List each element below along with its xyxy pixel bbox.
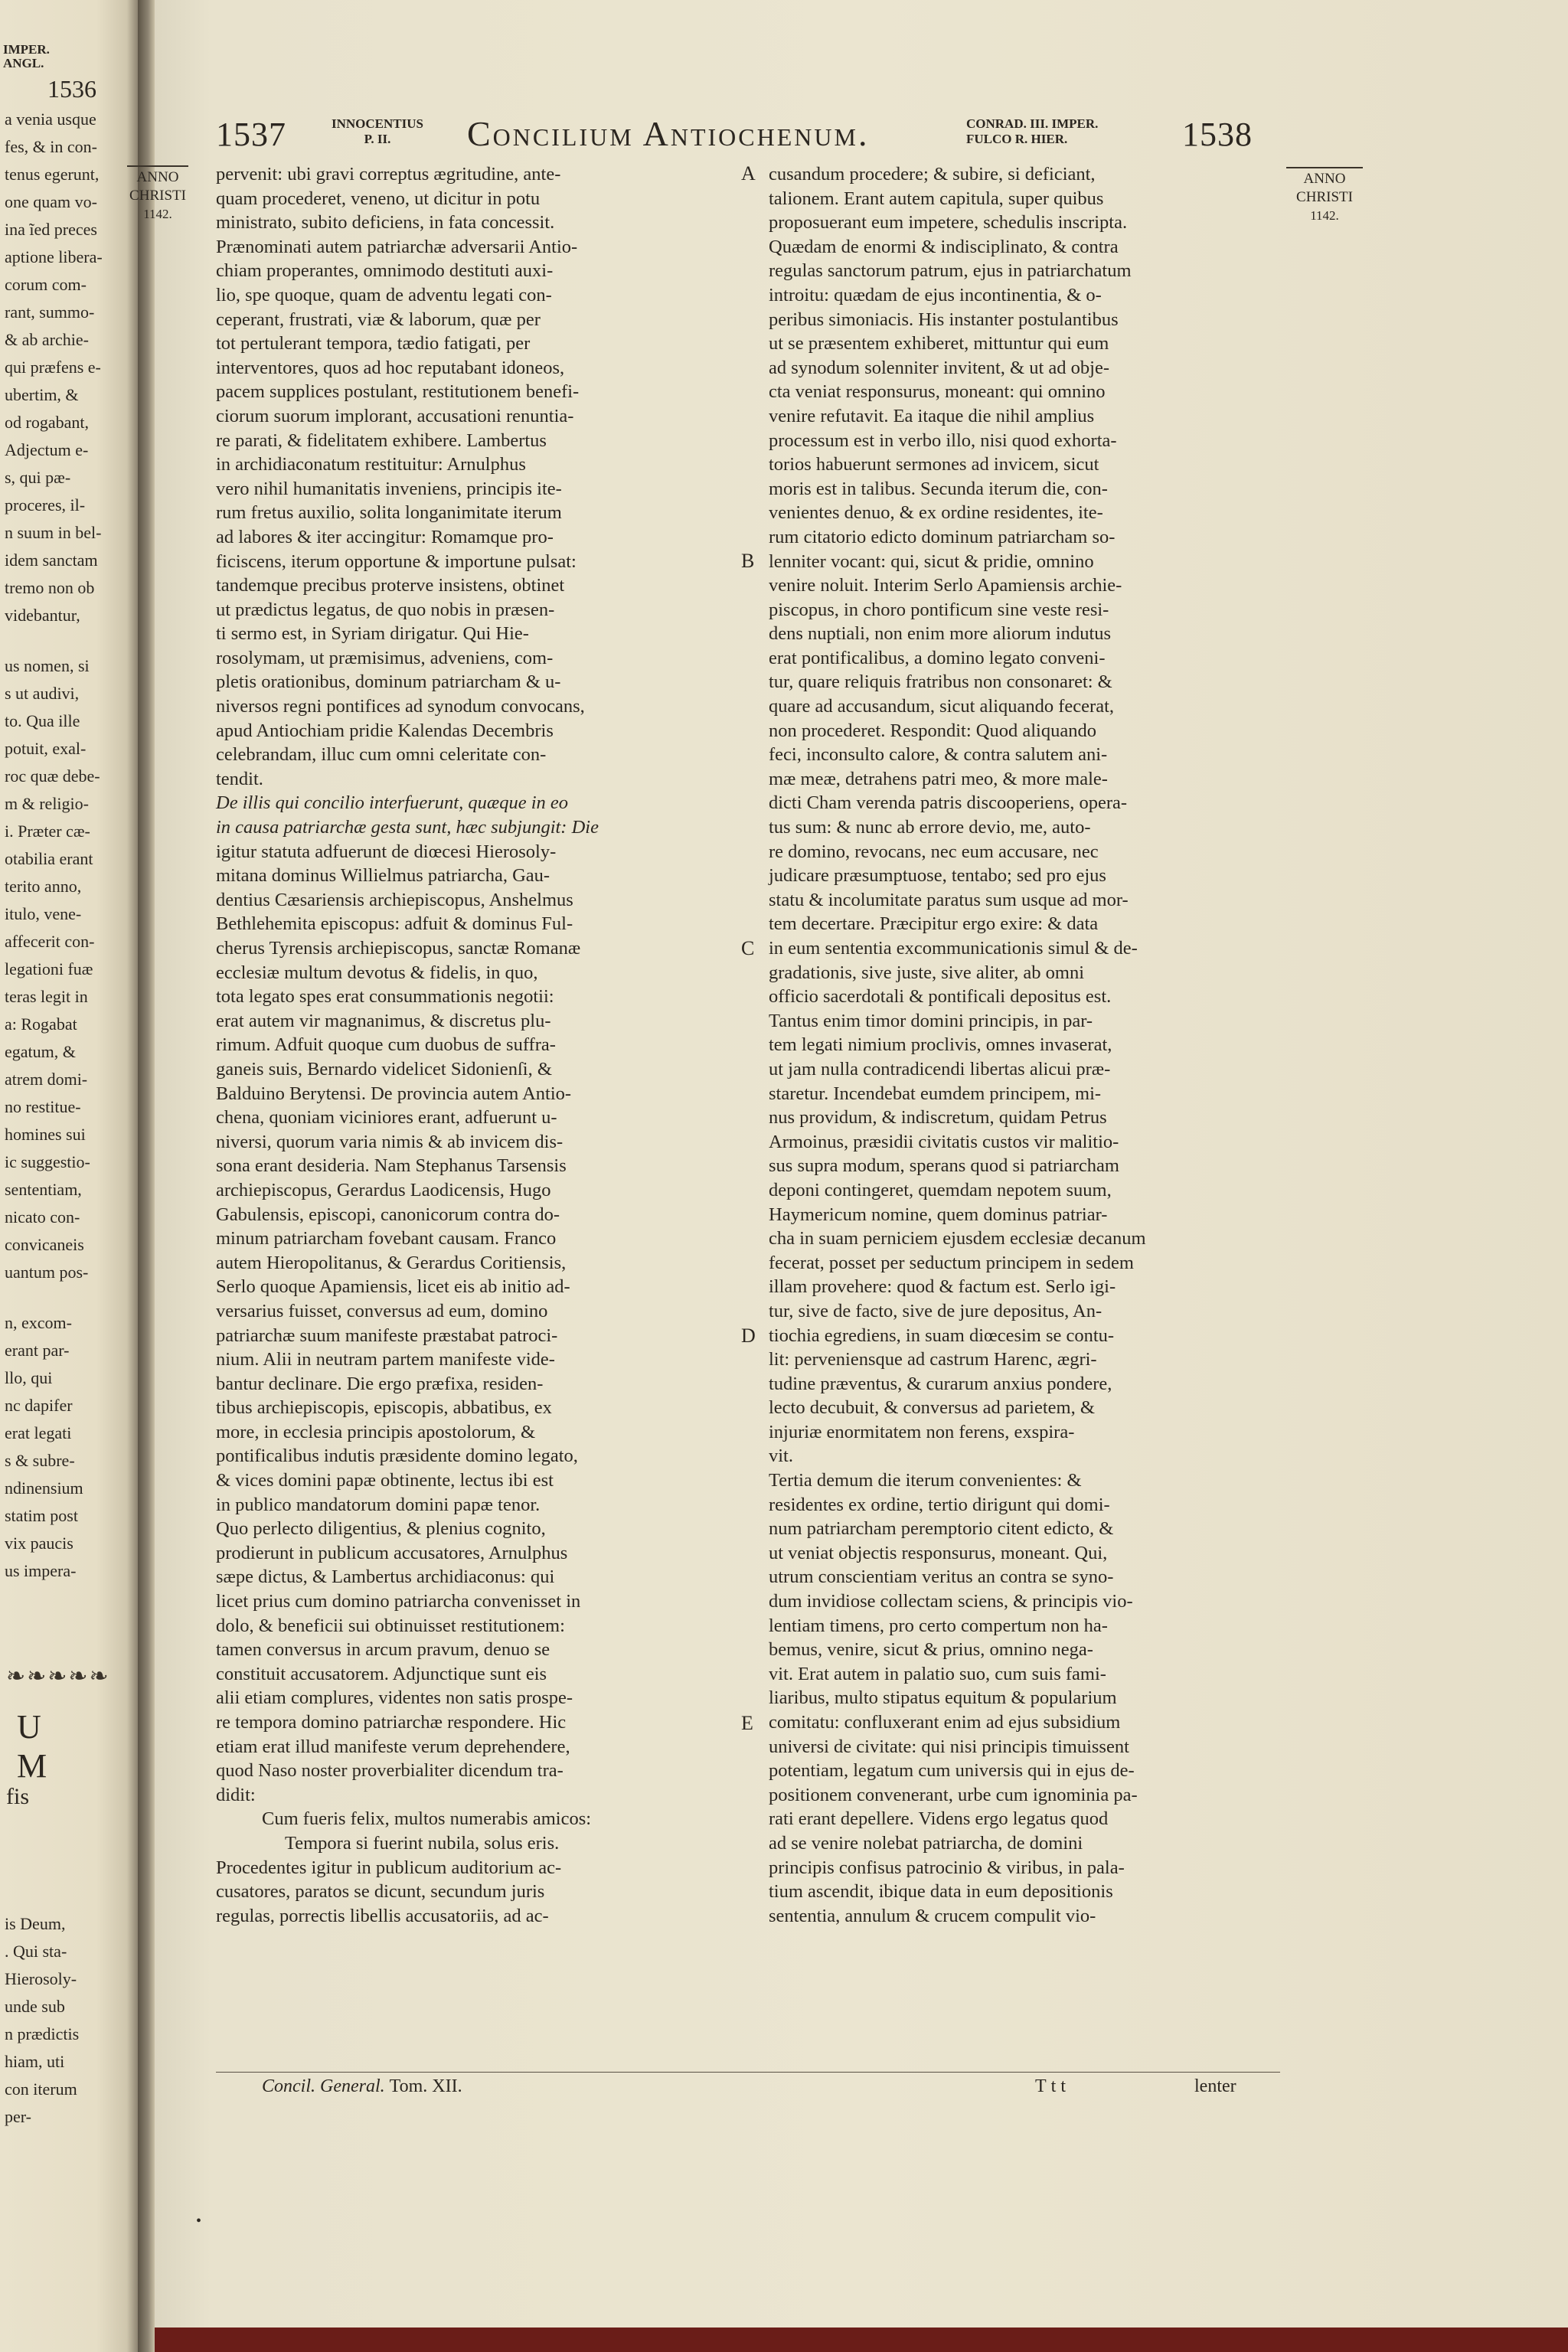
text-line: minum patriarcham fovebant causam. Franco	[216, 1228, 557, 1250]
text-line: patriarchæ suum manifeste præstabat patroci-	[216, 1325, 558, 1346]
text-line: unde sub	[5, 1997, 65, 2016]
text-line: alii etiam complures, videntes non satis prospe-	[216, 1687, 573, 1709]
left-text-column	[216, 162, 737, 1928]
text-line: cusatores, paratos se dicunt, secundum juris	[216, 1881, 545, 1903]
text-line: n prædictis	[5, 2024, 80, 2043]
text-line: quod Naso noster proverbialiter dicendum tra-	[216, 1760, 564, 1782]
text-line: Tertia demum die iterum convenientes: &	[769, 1470, 1082, 1491]
book-binding-edge	[155, 2328, 1568, 2352]
text-line: Quo perlecto diligentius, & plenius cognito,	[216, 1518, 546, 1540]
text-line: vero nihil humanitatis inveniens, principis ite-	[216, 478, 562, 499]
text-line: erat legati	[5, 1423, 72, 1442]
text-line: Serlo quoque Apamiensis, licet eis ab initio ad-	[216, 1276, 570, 1298]
text-line: tremo non ob	[5, 578, 95, 597]
text-line: dolo, & beneficii sui obtinuisset restitutionem:	[216, 1615, 565, 1636]
left-page-number: 1537	[216, 116, 286, 153]
text-line: bemus, venire, sicut & prius, omnino nega-	[769, 1639, 1093, 1661]
text-line: homines sui	[5, 1125, 86, 1144]
text-line: rimum. Adfuit quoque cum duobus de suffra-	[216, 1034, 556, 1056]
text-line: Haymericum nomine, quem dominus patriar-	[769, 1204, 1108, 1225]
text-line: in causa patriarchæ gesta sunt, hæc subjungit: Die	[216, 817, 599, 838]
text-line: ad synodum solenniter invitent, & ut ad obje-	[769, 357, 1110, 378]
text-line: De illis qui concilio interfuerunt, quæque in eo	[216, 792, 568, 814]
text-line: a venia usque	[5, 109, 96, 129]
text-line: tudine præventus, & curarum anxius pondere,	[769, 1373, 1112, 1394]
text-line: fes, & in con-	[5, 137, 97, 156]
text-line: ministrato, subito deficiens, in fata concessit.	[216, 212, 555, 234]
text-line: mæ meæ, detrahens patri meo, & more male-	[769, 768, 1108, 789]
text-line: dens nuptiali, non enim more aliorum indutus	[769, 623, 1112, 645]
text-line: uantum pos-	[5, 1263, 89, 1282]
margin-year-note-left	[127, 165, 188, 224]
text-line: tandemque precibus proterve insistens, obtinet	[216, 575, 565, 596]
text-line: quare ad accusandum, sicut aliquando fecerat,	[769, 696, 1115, 717]
text-line: tendit.	[216, 768, 263, 789]
text-line: con iterum	[5, 2079, 77, 2099]
text-line: cusandum procedere; & subire, si deficiant,	[769, 164, 1096, 185]
text-line: statim post	[5, 1506, 78, 1525]
text-line: potuit, exal-	[5, 739, 87, 758]
text-line: nus providum, & indiscretum, quidam Petrus	[769, 1107, 1107, 1129]
text-line: proceres, il-	[5, 495, 86, 514]
pope-number: P. II.	[364, 132, 391, 146]
text-line: torios habuerunt sermones ad invicem, sicut	[769, 454, 1099, 475]
text-line: hiam, uti	[5, 2052, 65, 2071]
facing-page-text	[5, 106, 135, 1585]
text-line: lio, spe quoque, quam de adventu legati con-	[216, 284, 552, 305]
text-line: utrum conscientiam veritus an contra se syno-	[769, 1566, 1114, 1588]
text-line: lit: perveniensque ad castrum Harenc, ægri-	[769, 1349, 1097, 1370]
text-line: Adjectum e-	[5, 440, 89, 459]
text-line: cha in suam perniciem ejusdem ecclesiæ decanum	[769, 1228, 1146, 1250]
text-line: in eum sententia excommunicationis simul & de-	[769, 938, 1138, 959]
text-line: in archidiaconatum restituitur: Arnulphus	[216, 454, 526, 475]
pope-header	[320, 116, 435, 147]
text-line: bantur declinare. Die ergo præfixa, residen-	[216, 1373, 544, 1394]
section-letter-e: E	[741, 1712, 753, 1734]
right-text-column	[769, 162, 1282, 1928]
text-line: versarius fuisset, conversus ad eum, domino	[216, 1300, 548, 1321]
text-line: terito anno,	[5, 877, 82, 896]
margin-year: 1142.	[1310, 208, 1339, 223]
text-line: prodierunt in publicum accusatores, Arnulphus	[216, 1542, 568, 1563]
text-line: deponi contingeret, quemdam nepotem suum,	[769, 1179, 1112, 1200]
text-line: lecto decubuit, & conversus ad parietem, &	[769, 1397, 1095, 1419]
text-line: ut se præsentem exhiberet, mittuntur qui eum	[769, 333, 1109, 354]
text-line: etiam erat illud manifeste verum deprehendere,	[216, 1736, 570, 1757]
text-line: erant par-	[5, 1341, 70, 1360]
margin-anno: ANNO	[136, 169, 179, 185]
text-line: ganeis suis, Bernardo videlicet Sidonienſi, &	[216, 1058, 552, 1080]
text-line: us impera-	[5, 1561, 77, 1580]
text-line: feci, inconsulto calore, & contra salutem ani-	[769, 744, 1108, 766]
text-line: rosolymam, ut præmisimus, adveniens, com-	[216, 647, 554, 668]
text-line: Bethlehemita episcopus: adfuit & dominus Ful-	[216, 913, 573, 935]
text-line: vit. Erat autem in palatio suo, cum suis fami-	[769, 1663, 1106, 1684]
text-line: roc quæ debe-	[5, 766, 100, 786]
text-line: introitu: quædam de ejus incontinentia, & o-	[769, 284, 1102, 305]
text-line: staretur. Incendebat eumdem principem, mi-	[769, 1083, 1102, 1104]
text-line: Gabulensis, episcopi, canonicorum contra do-	[216, 1204, 560, 1225]
text-line: peribus simoniacis. His instanter postulantibus	[769, 309, 1119, 330]
page-speck: •	[196, 2213, 202, 2230]
text-line: erat pontificalibus, a domino legato conveni-	[769, 647, 1106, 668]
text-line: igitur statuta adfuerunt de diœcesi Hierosoly-	[216, 841, 557, 862]
text-line: residentes ex ordine, tertio dirigunt qui domi-	[769, 1494, 1110, 1515]
text-line: otabilia erant	[5, 849, 93, 868]
margin-christi: CHRISTI	[129, 188, 186, 204]
footer-rule	[216, 2072, 1280, 2073]
text-line: egatum, &	[5, 1042, 76, 1061]
text-line: talionem. Erant autem capitula, super quibus	[769, 188, 1104, 209]
right-page-number: 1538	[1182, 116, 1253, 153]
text-line: ut veniat objectis responsurus, moneant. Qui,	[769, 1542, 1108, 1563]
text-line: od rogabant,	[5, 413, 89, 432]
text-line: venientes denuo, & ex ordine residentes, ite-	[769, 502, 1103, 524]
text-line: Tantus enim timor domini principis, in par-	[769, 1010, 1093, 1031]
text-line: sæpe dictus, & Lambertus archidiaconus: qui	[216, 1566, 555, 1588]
margin-christi: CHRISTI	[1296, 189, 1353, 205]
facing-title-fragment: U M	[17, 1708, 69, 1785]
text-line: tus sum: & nunc ab errore devio, me, auto-	[769, 817, 1091, 838]
text-line: ad se venire nolebat patriarcha, de domini	[769, 1832, 1083, 1854]
text-line: tur, quare reliquis fratribus non consonaret: &	[769, 671, 1112, 693]
text-line: lentiam timens, pro certo compertum non ha-	[769, 1615, 1108, 1636]
volume-tome: Tom. XII.	[389, 2076, 462, 2096]
text-line: regulas, porrectis libellis accusatoriis, ad ac-	[216, 1905, 549, 1926]
text-line: affecerit con-	[5, 932, 95, 951]
text-line: Hierosoly-	[5, 1969, 77, 1988]
text-line: atrem domi-	[5, 1070, 88, 1089]
text-line: tibus archiepiscopis, episcopis, abbatibus, ex	[216, 1397, 552, 1419]
text-line: a: Rogabat	[5, 1014, 77, 1034]
text-line: processum est in verbo illo, nisi quod exhorta-	[769, 430, 1117, 451]
text-line: re domino, revocans, nec eum accusare, nec	[769, 841, 1099, 862]
text-line: aptione libera-	[5, 247, 103, 266]
text-line: comitatu: confluxerant enim ad ejus subsidium	[769, 1712, 1121, 1733]
facing-page-header	[3, 42, 126, 103]
volume-title: Concil. General.	[262, 2076, 385, 2096]
text-line: didit:	[216, 1784, 256, 1805]
text-line: rati erant depellere. Videns ergo legatus quod	[769, 1808, 1109, 1830]
text-line: injuriæ enormitatem non ferens, exspira-	[769, 1421, 1075, 1442]
text-line: sententiam,	[5, 1180, 82, 1199]
text-line: dum invidiose collectam sciens, & principis vio-	[769, 1591, 1133, 1612]
pope-name: INNOCENTIUS	[332, 116, 423, 131]
facing-header-line-1: IMPER.	[3, 42, 50, 57]
catchword: lenter	[1194, 2076, 1236, 2096]
text-line: re tempora domino patriarchæ respondere. Hic	[216, 1712, 567, 1733]
text-line	[5, 629, 135, 652]
text-line: fecerat, posset per seductum principem in sedem	[769, 1252, 1134, 1273]
text-line: idem sanctam	[5, 550, 98, 570]
ornament-band: ❧❧❧❧❧	[6, 1664, 110, 1689]
text-line: positionem convenerant, urbe cum ignominia pa-	[769, 1784, 1138, 1805]
section-letter-b: B	[741, 550, 755, 572]
text-line: Cum fueris felix, multos numerabis amicos:	[262, 1808, 592, 1830]
section-letter-a: A	[741, 162, 756, 185]
section-letter-d: D	[741, 1325, 756, 1347]
text-line: tem decertare. Præcipitur ergo exire: & data	[769, 913, 1099, 935]
text-line	[5, 1286, 135, 1309]
text-line: Procedentes igitur in publicum auditorium ac-	[216, 1857, 562, 1878]
text-line: in publico mandatorum domini papæ tenor.	[216, 1494, 541, 1515]
text-line: illam provehere: quod & factum est. Serlo igi-	[769, 1276, 1116, 1298]
text-line: legationi fuæ	[5, 959, 93, 978]
text-line: nicato con-	[5, 1207, 80, 1227]
text-line: ubertim, &	[5, 385, 79, 404]
text-line: one quam vo-	[5, 192, 97, 211]
text-line: is Deum,	[5, 1914, 66, 1933]
text-line: venire noluit. Interim Serlo Apamiensis archie-	[769, 575, 1122, 596]
text-line: re parati, & fidelitatem exhibere. Lambertus	[216, 430, 547, 451]
margin-anno: ANNO	[1303, 171, 1346, 187]
text-line: n, excom-	[5, 1313, 72, 1332]
running-title: Concilium Antiochenum.	[467, 114, 870, 153]
text-line: rum fretus auxilio, solita longanimitate iterum	[216, 502, 562, 524]
text-line: ceperant, frustrati, viæ & laborum, quæ per	[216, 309, 541, 330]
text-line: non procederet. Respondit: Quod aliquando	[769, 720, 1096, 741]
margin-rule	[127, 165, 188, 167]
text-line: tem legati nimium proclivis, omnes invaserat,	[769, 1034, 1112, 1056]
text-line: sus supra modum, sperans quod si patriarcham	[769, 1155, 1119, 1177]
text-line: tium ascendit, ibique data in eum depositionis	[769, 1881, 1113, 1903]
text-line: ut prædictus legatus, de quo nobis in præsen-	[216, 599, 555, 620]
section-letter-c: C	[741, 937, 755, 959]
text-line: licet prius cum domino patriarcha convenisset in	[216, 1591, 581, 1612]
text-line: rum citatorio edicto dominum patriarcham so-	[769, 526, 1116, 547]
text-line: us nomen, si	[5, 656, 90, 675]
text-line: ndinensium	[5, 1478, 83, 1498]
signature-mark: Ttt	[1035, 2076, 1070, 2096]
text-line: constituit accusatorem. Adjunctique sunt eis	[216, 1663, 547, 1684]
text-line: niversi, quorum varia nimis & ab invicem dis-	[216, 1131, 564, 1152]
text-line: llo, qui	[5, 1368, 53, 1387]
text-line: Armoinus, præsidii civitatis custos vir malitio-	[769, 1131, 1119, 1152]
text-line: s & subre-	[5, 1451, 75, 1470]
text-line: n suum in bel-	[5, 523, 102, 542]
text-line: proposuerant eum impetere, schedulis inscripta.	[769, 212, 1128, 234]
text-line: itulo, vene-	[5, 904, 82, 923]
text-line: sententia, annulum & crucem compulit vio-	[769, 1905, 1096, 1926]
volume-footer	[262, 2076, 462, 2097]
text-line: lenniter vocant: qui, sicut & pridie, omnino	[769, 550, 1094, 572]
text-line: gradationis, sive juste, sive aliter, ab omni	[769, 962, 1085, 983]
text-line: corum com-	[5, 275, 87, 294]
text-line: s ut audivi,	[5, 684, 80, 703]
text-line: potentiam, legatum cum universis qui in ejus de-	[769, 1760, 1135, 1782]
text-line: per-	[5, 2107, 31, 2126]
text-line: ic suggestio-	[5, 1152, 90, 1171]
margin-rule	[1286, 167, 1363, 168]
margin-year-note-right	[1286, 167, 1363, 225]
text-line: ad labores & iter accingitur: Romamque pro-	[216, 526, 554, 547]
text-line: ut jam nulla contradicendi libertas alicui præ-	[769, 1058, 1111, 1080]
text-line: rant, summo-	[5, 302, 95, 322]
text-line: i. Præter cæ-	[5, 822, 90, 841]
text-line: principis confisus patrocinio & viribus, in pala-	[769, 1857, 1125, 1878]
text-line: cta veniat responsurus, moneant: qui omnino	[769, 381, 1106, 403]
facing-page-lower-text	[5, 1910, 135, 2131]
text-line: ecclesiæ multum devotus & fidelis, in quo,	[216, 962, 538, 983]
text-line: teras legit in	[5, 987, 88, 1006]
text-line: tenus egerunt,	[5, 165, 100, 184]
text-line: no restitue-	[5, 1097, 81, 1116]
text-line: ciorum suorum implorant, accusationi renuntia-	[216, 405, 574, 426]
text-line: cherus Tyrensis archiepiscopus, sanctæ Romanæ	[216, 938, 581, 959]
text-line: nium. Alii in neutram partem manifeste vide-	[216, 1349, 555, 1370]
text-line: Quædam de enormi & indisciplinato, & contra	[769, 236, 1119, 257]
book-gutter	[138, 0, 155, 2352]
text-line: to. Qua ille	[5, 711, 80, 730]
text-line: statu & incolumitate paratus sum usque ad mor-	[769, 889, 1129, 910]
text-line: quam procederet, veneno, ut dicitur in potu	[216, 188, 541, 209]
text-line: interventores, quos ad hoc reputabant idoneos,	[216, 357, 565, 378]
text-line: judicare præsumptuose, tentabo; sed pro ejus	[769, 865, 1106, 887]
ruler-header	[966, 116, 1127, 147]
text-line: niversos regni pontifices ad synodum convocans,	[216, 696, 585, 717]
text-line: mitana dominus Willielmus patriarcha, Gau-	[216, 865, 550, 887]
king-name: FULCO R. HIER.	[966, 132, 1068, 146]
text-line: chiam properantes, omnimodo destituti auxi-	[216, 260, 554, 282]
text-line: Prænominati autem patriarchæ adversarii Antio-	[216, 236, 578, 257]
text-line: chena, quoniam viciniores erant, adfuerunt u-	[216, 1107, 557, 1129]
text-line: liaribus, multo stipatus equitum & popularium	[769, 1687, 1117, 1709]
text-line: pletis orationibus, dominum patriarcham & u-	[216, 671, 561, 693]
text-line: num patriarcham peremptorio citent edicto, &	[769, 1518, 1114, 1540]
text-line: ina ĩed preces	[5, 220, 97, 239]
text-line: autem Hieropolitanus, & Gerardus Coritiensis,	[216, 1252, 567, 1273]
text-line: vit.	[769, 1446, 793, 1467]
text-line: officio sacerdotali & pontificali depositus est.	[769, 986, 1112, 1008]
text-line: tot pertulerant tempora, tædio fatigati, per	[216, 333, 531, 354]
text-line: nc dapifer	[5, 1396, 73, 1415]
text-line: . Qui sta-	[5, 1942, 67, 1961]
text-line: s, qui pæ-	[5, 468, 71, 487]
text-line: regulas sanctorum patrum, ejus in patriarchatum	[769, 260, 1132, 282]
text-line: dicti Cham verenda patris discooperiens, opera-	[769, 792, 1128, 814]
facing-header-line-2: ANGL.	[3, 55, 44, 70]
text-line: pervenit: ubi gravi correptus ægritudine, ante-	[216, 164, 561, 185]
text-line: tota legato spes erat consummationis negotii:	[216, 986, 554, 1008]
text-line: videbantur,	[5, 606, 80, 625]
text-line: apud Antiochiam pridie Kalendas Decembris	[216, 720, 554, 741]
text-line: archiepiscopus, Gerardus Laodicensis, Hugo	[216, 1179, 551, 1200]
text-line: & vices domini papæ obtinente, lectus ibi est	[216, 1470, 554, 1491]
text-line: tamen conversus in arcum pravum, denuo se	[216, 1639, 550, 1661]
text-line: pacem supplices postulant, restitutionem benefi-	[216, 381, 580, 403]
margin-year: 1142.	[143, 207, 172, 221]
facing-page-number: 1536	[47, 75, 96, 103]
text-line: tiochia egrediens, in suam diœcesim se contu-	[769, 1325, 1115, 1346]
text-line: Balduino Berytensi. De provincia autem Antio-	[216, 1083, 572, 1104]
text-line: pontificalibus indutis præsidente domino legato,	[216, 1446, 578, 1467]
text-line: erat autem vir magnanimus, & discretus plu-	[216, 1010, 551, 1031]
text-line: venire refutavit. Ea itaque die nihil amplius	[769, 405, 1095, 426]
text-line: & ab archie-	[5, 330, 89, 349]
text-line: vix paucis	[5, 1534, 74, 1553]
text-line: convicaneis	[5, 1235, 84, 1254]
text-line: sona erant desideria. Nam Stephanus Tarsensis	[216, 1155, 567, 1177]
text-line: more, in ecclesia principis apostolorum, &	[216, 1421, 536, 1442]
text-line: universi de civitate: qui nisi principis timuissent	[769, 1736, 1129, 1757]
text-line: Tempora si fuerint nubila, solus eris.	[285, 1832, 560, 1854]
text-line: piscopus, in choro pontificum sine veste resi-	[769, 599, 1109, 620]
text-line: tur, sive de facto, sive de jure depositus, An-	[769, 1300, 1102, 1321]
text-line: ficiscens, iterum opportune & importune pulsat:	[216, 550, 577, 572]
text-line: m & religio-	[5, 794, 89, 813]
text-line: moris est in talibus. Secunda iterum die, con-	[769, 478, 1108, 499]
text-line: qui præfens e-	[5, 358, 101, 377]
text-line: ti sermo est, in Syriam dirigatur. Qui Hie-	[216, 623, 529, 645]
text-line: celebrandam, illuc cum omni celeritate con-	[216, 744, 547, 766]
text-line: dentius Cæsariensis archiepiscopus, Anshelmus	[216, 889, 573, 910]
facing-subtitle-fragment: fis	[6, 1784, 29, 1809]
facing-page-fragment	[0, 0, 138, 2352]
emperor-name: CONRAD. III. IMPER.	[966, 116, 1099, 131]
